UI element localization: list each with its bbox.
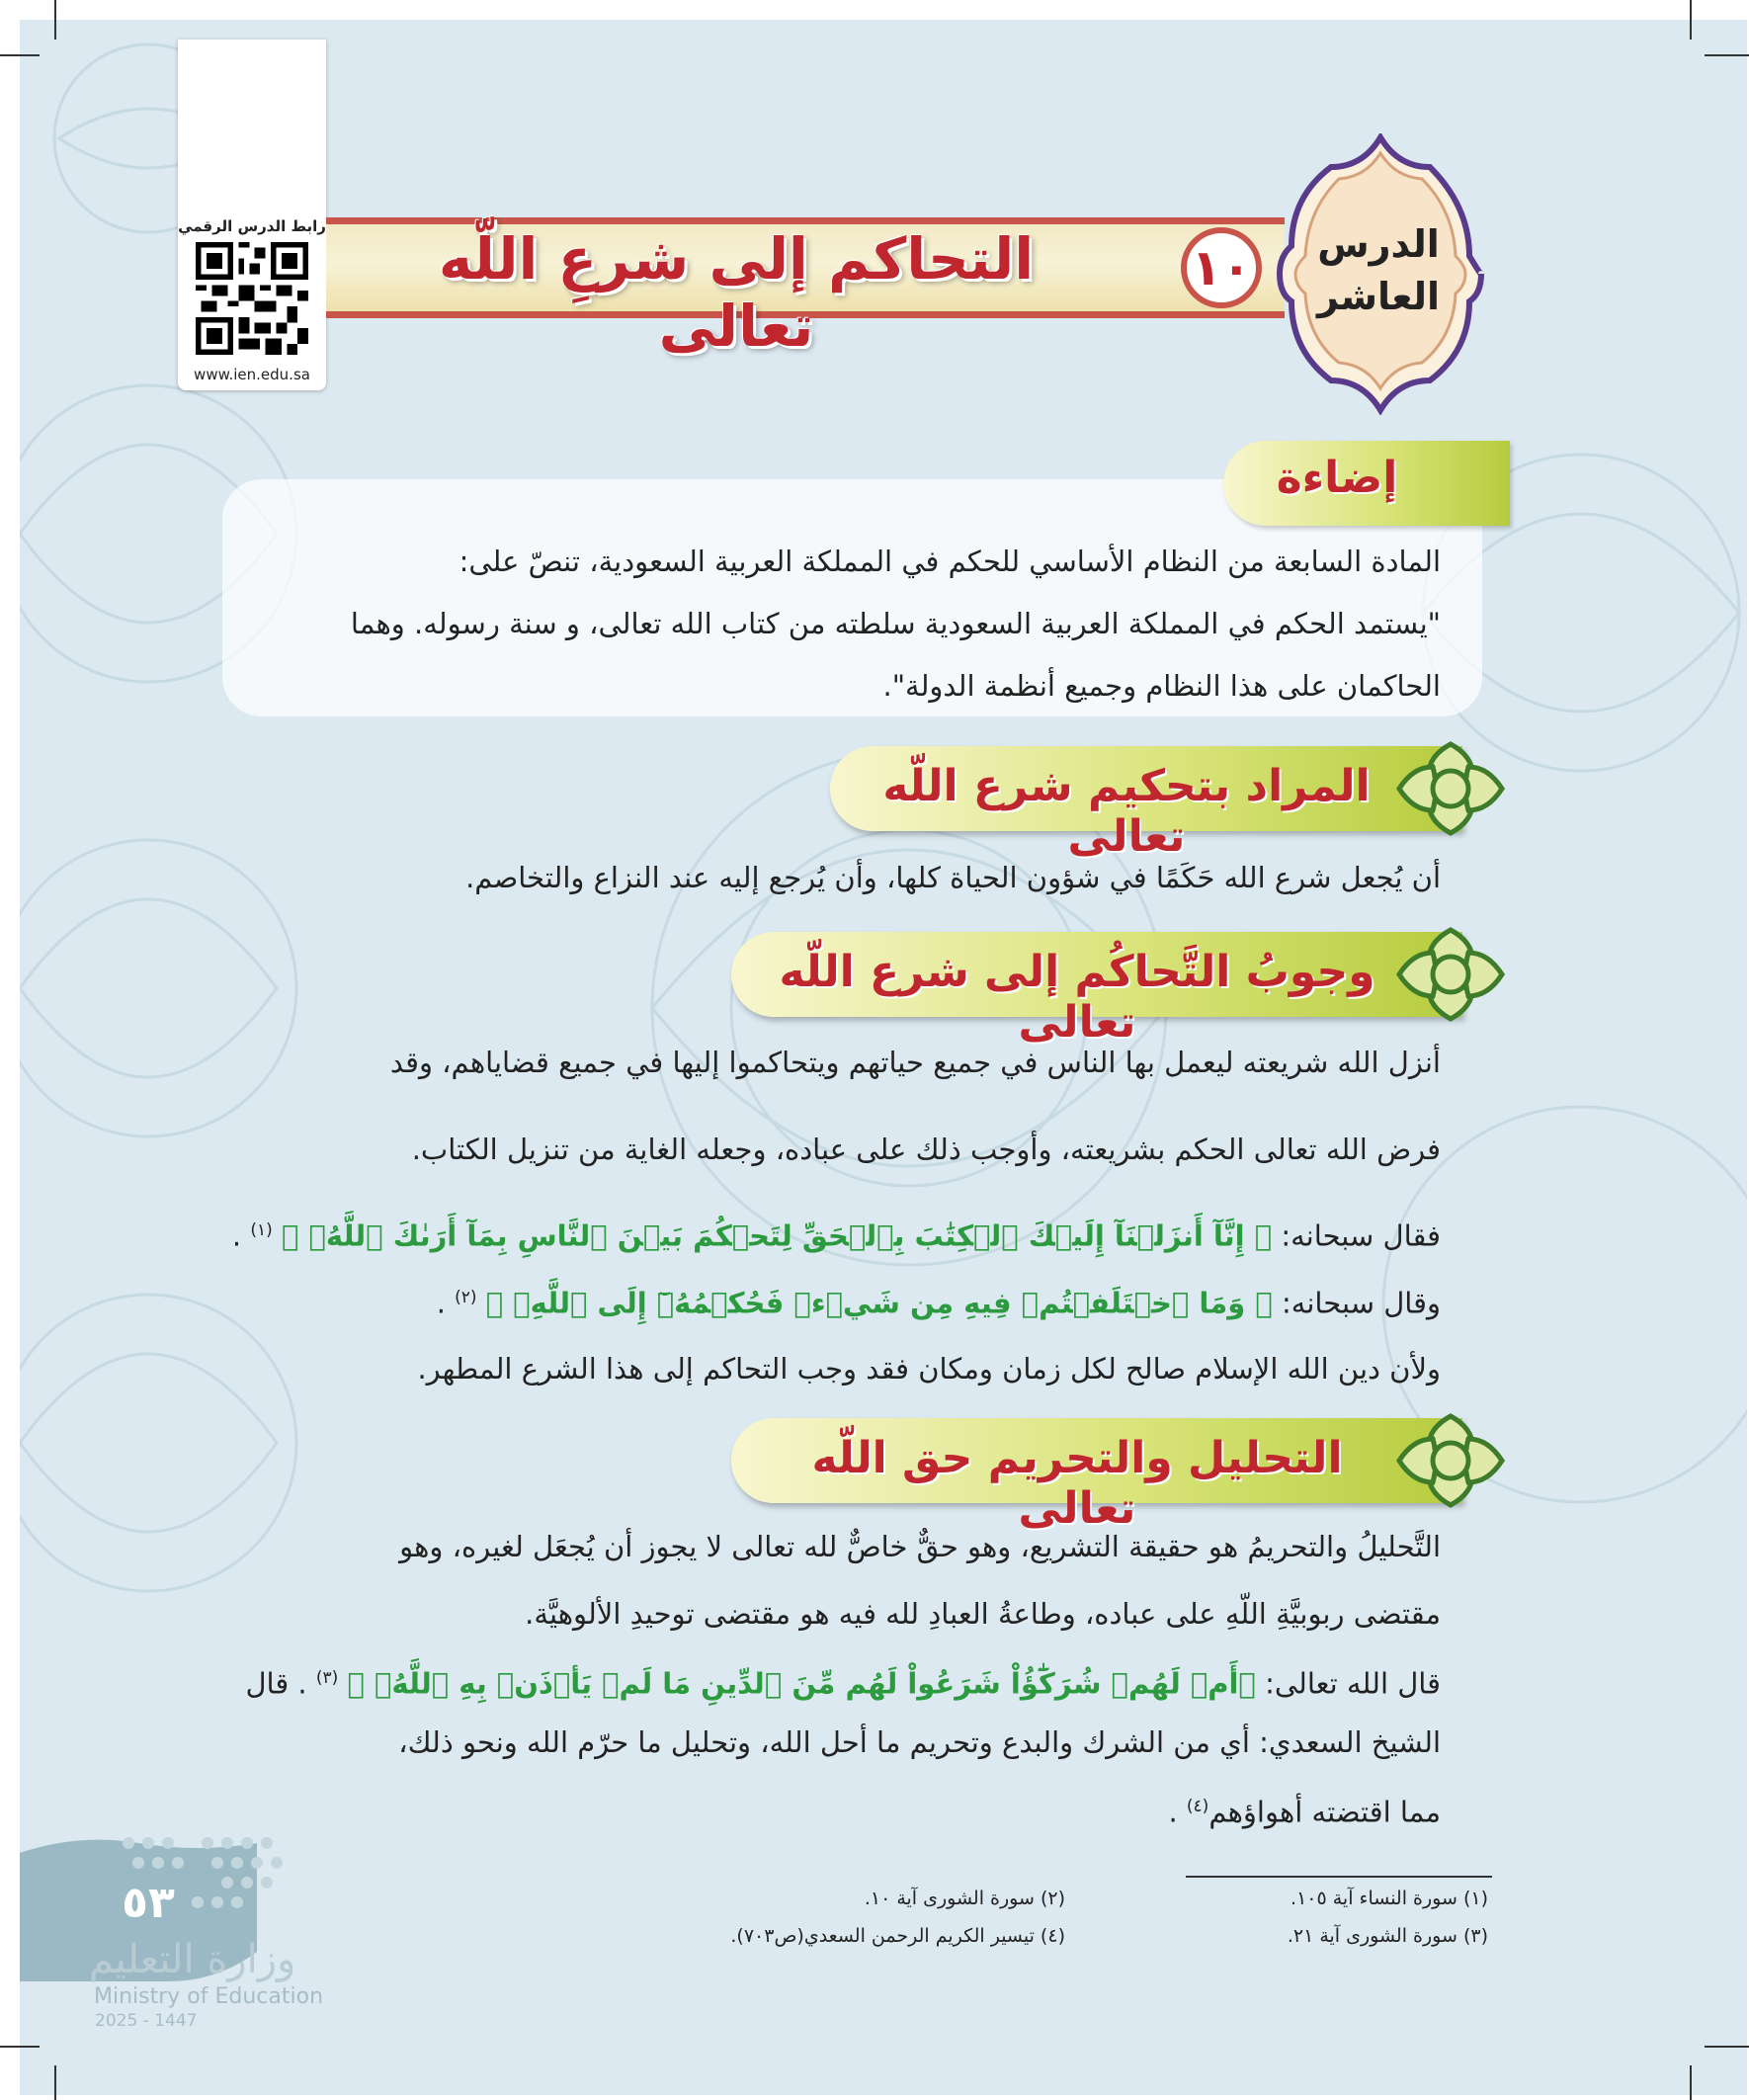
- section2-line-1: أنزل الله شريعته ليعمل بها الناس في جميع حياتهم ويتحاكموا إليها في جميع قضاياهم، وقد: [389, 1046, 1441, 1079]
- crop-mark: [0, 54, 40, 56]
- crop-mark: [1690, 2065, 1692, 2100]
- verse2-ref: (٢): [455, 1288, 477, 1307]
- footnote-3: (٣) سورة الشورى آية ٢١.: [1287, 1925, 1488, 1947]
- section2-line-2: فرض الله تعالى الحكم بشريعته، وأوجب ذلك على عباده، وجعله الغاية من تنزيل الكتاب.: [411, 1133, 1441, 1166]
- section3-line-4: الشيخ السعدي: أي من الشرك والبدع وتحريم ما أحل الله، وتحليل ما حرّم الله ونحو ذلك،: [398, 1725, 1441, 1759]
- crop-mark: [1705, 54, 1749, 56]
- section3-line-1: التَّحليلُ والتحريمُ هو حقيقة التشريع، وهو حقٌّ خاصٌّ لله تعالى لا يجوز أن يُجعَل لغيره، وهو: [399, 1530, 1441, 1563]
- crop-mark: [54, 0, 56, 40]
- page-number: ٥٣: [122, 1878, 175, 1928]
- footnote-divider: [1186, 1876, 1492, 1878]
- leaf-ornament-icon: [1395, 926, 1506, 1023]
- section3-line-2: مقتضى ربوبيَّةِ اللّهِ على عباده، وطاعةُ العبادِ لله فيه هو مقتضى توحيدِ الألوهيَّة.: [525, 1597, 1441, 1631]
- verse3-text: ﴿أَمۡ لَهُمۡ شُرَكَٰٓؤُاْ شَرَعُواْ لَهُم مِّنَ ٱلدِّينِ مَا لَمۡ يَأۡذَنۢ بِهِ ٱللَّهُۚ ﴾: [347, 1666, 1256, 1701]
- section2-title: وجوبُ التَّحاكُم إلى شرع اللّه تعالى: [779, 947, 1375, 1048]
- section3-line-5: [206, 1784, 1441, 1835]
- verse3-line: [206, 1655, 1441, 1707]
- verse1-intro: فقال سبحانه:: [1281, 1218, 1441, 1253]
- verse2-line: وقال سبحانه: ﴿ وَمَا ٱخۡتَلَفۡتُمۡ فِيهِ مِن شَيۡءٖ فَحُكۡمُهُۥٓ إِلَى ٱللَّهِۚ ﴾ $^{(٢)}$ .: [436, 1286, 1441, 1320]
- ministry-year: 2025 - 1447: [95, 2011, 198, 2031]
- qr-card[interactable]: [178, 40, 326, 390]
- verse1-line: فقال سبحانه: ﴿ إِنَّآ أَنزَلۡنَآ إِلَيۡكَ ٱلۡكِتَٰبَ بِٱلۡحَقِّ لِتَحۡكُمَ بَيۡنَ ٱلنَّاسِ بِمَآ أَرَىٰكَ ٱللَّهُۚ ﴾ $^{(١)}$ .: [231, 1218, 1441, 1253]
- textbook-page: [20, 20, 1747, 2095]
- verse3-intro: قال الله تعالى:: [1265, 1666, 1441, 1701]
- crop-mark: [1705, 2046, 1749, 2048]
- section1-title: المراد بتحكيم شرع اللّه تعالى: [882, 761, 1371, 862]
- footnote-4: (٤) تيسير الكريم الرحمن السعدي(ص٧٠٣).: [730, 1925, 1065, 1947]
- lesson-label-word1: الدرس: [1317, 222, 1440, 266]
- ministry-name-ar: وزارة التعليم: [89, 1937, 296, 1982]
- ministry-name-en: Ministry of Education: [94, 1984, 324, 2009]
- section3-title: التحليل والتحريم حق اللّه تعالى: [811, 1433, 1343, 1534]
- qr-label: رابط الدرس الرقمي: [178, 217, 326, 235]
- section2-line-3: ولأن دين الله الإسلام صالح لكل زمان ومكان فقد وجب التحاكم إلى هذا الشرع المطهر.: [417, 1352, 1441, 1386]
- lesson-number: ١٠: [1181, 227, 1262, 308]
- crop-mark: [54, 2065, 56, 2100]
- section3-line-5-text: مما اقتضته أهواؤهم: [1208, 1795, 1441, 1829]
- qr-code-icon[interactable]: [196, 242, 308, 355]
- crop-mark: [0, 2046, 40, 2048]
- footnote-2: (٢) سورة الشورى آية ١٠.: [864, 1888, 1065, 1909]
- verse3-after: . قال: [245, 1666, 307, 1701]
- verse3-ref: (٣): [315, 1668, 339, 1688]
- ithaa-title: إضاءة: [1276, 453, 1398, 503]
- ithaa-line-1: المادة السابعة من النظام الأساسي للحكم في المملكة العربية السعودية، تنصّ على:: [458, 545, 1441, 578]
- qr-url[interactable]: www.ien.edu.sa: [194, 366, 310, 383]
- verse2-intro: وقال سبحانه:: [1282, 1286, 1441, 1320]
- ithaa-line-2: "يستمد الحكم في المملكة العربية السعودية سلطته من كتاب الله تعالى، و سنة رسوله. وهما: [350, 607, 1441, 640]
- footnote-1: (١) سورة النساء آية ١٠٥.: [1291, 1888, 1488, 1909]
- line5-end: .: [1168, 1795, 1178, 1829]
- crop-mark: [1690, 0, 1692, 40]
- leaf-ornament-icon: [1395, 1412, 1506, 1509]
- verse1-text: ﴿ إِنَّآ أَنزَلۡنَآ إِلَيۡكَ ٱلۡكِتَٰبَ بِٱلۡحَقِّ لِتَحۡكُمَ بَيۡنَ ٱلنَّاسِ بِمَآ أَرَىٰكَ ٱللَّهُۚ ﴾: [281, 1218, 1273, 1253]
- lesson-label-word2: العاشر: [1316, 275, 1441, 318]
- verse2-text: ﴿ وَمَا ٱخۡتَلَفۡتُمۡ فِيهِ مِن شَيۡءٖ فَحُكۡمُهُۥٓ إِلَى ٱللَّهِۚ ﴾: [485, 1286, 1273, 1320]
- leaf-ornament-icon: [1395, 740, 1506, 837]
- verse1-ref: (١): [250, 1220, 273, 1240]
- section1-text: أن يُجعل شرع الله حَكَمًا في شؤون الحياة كلها، وأن يُرجع إليه عند النزاع والتخاصم.: [465, 861, 1441, 894]
- line5-ref: (٤): [1186, 1797, 1209, 1816]
- lesson-title: التحاكم إلى شرعِ اللّه تعالى: [438, 225, 1035, 360]
- ithaa-line-3: الحاكمان على هذا النظام وجميع أنظمة الدولة".: [882, 669, 1441, 703]
